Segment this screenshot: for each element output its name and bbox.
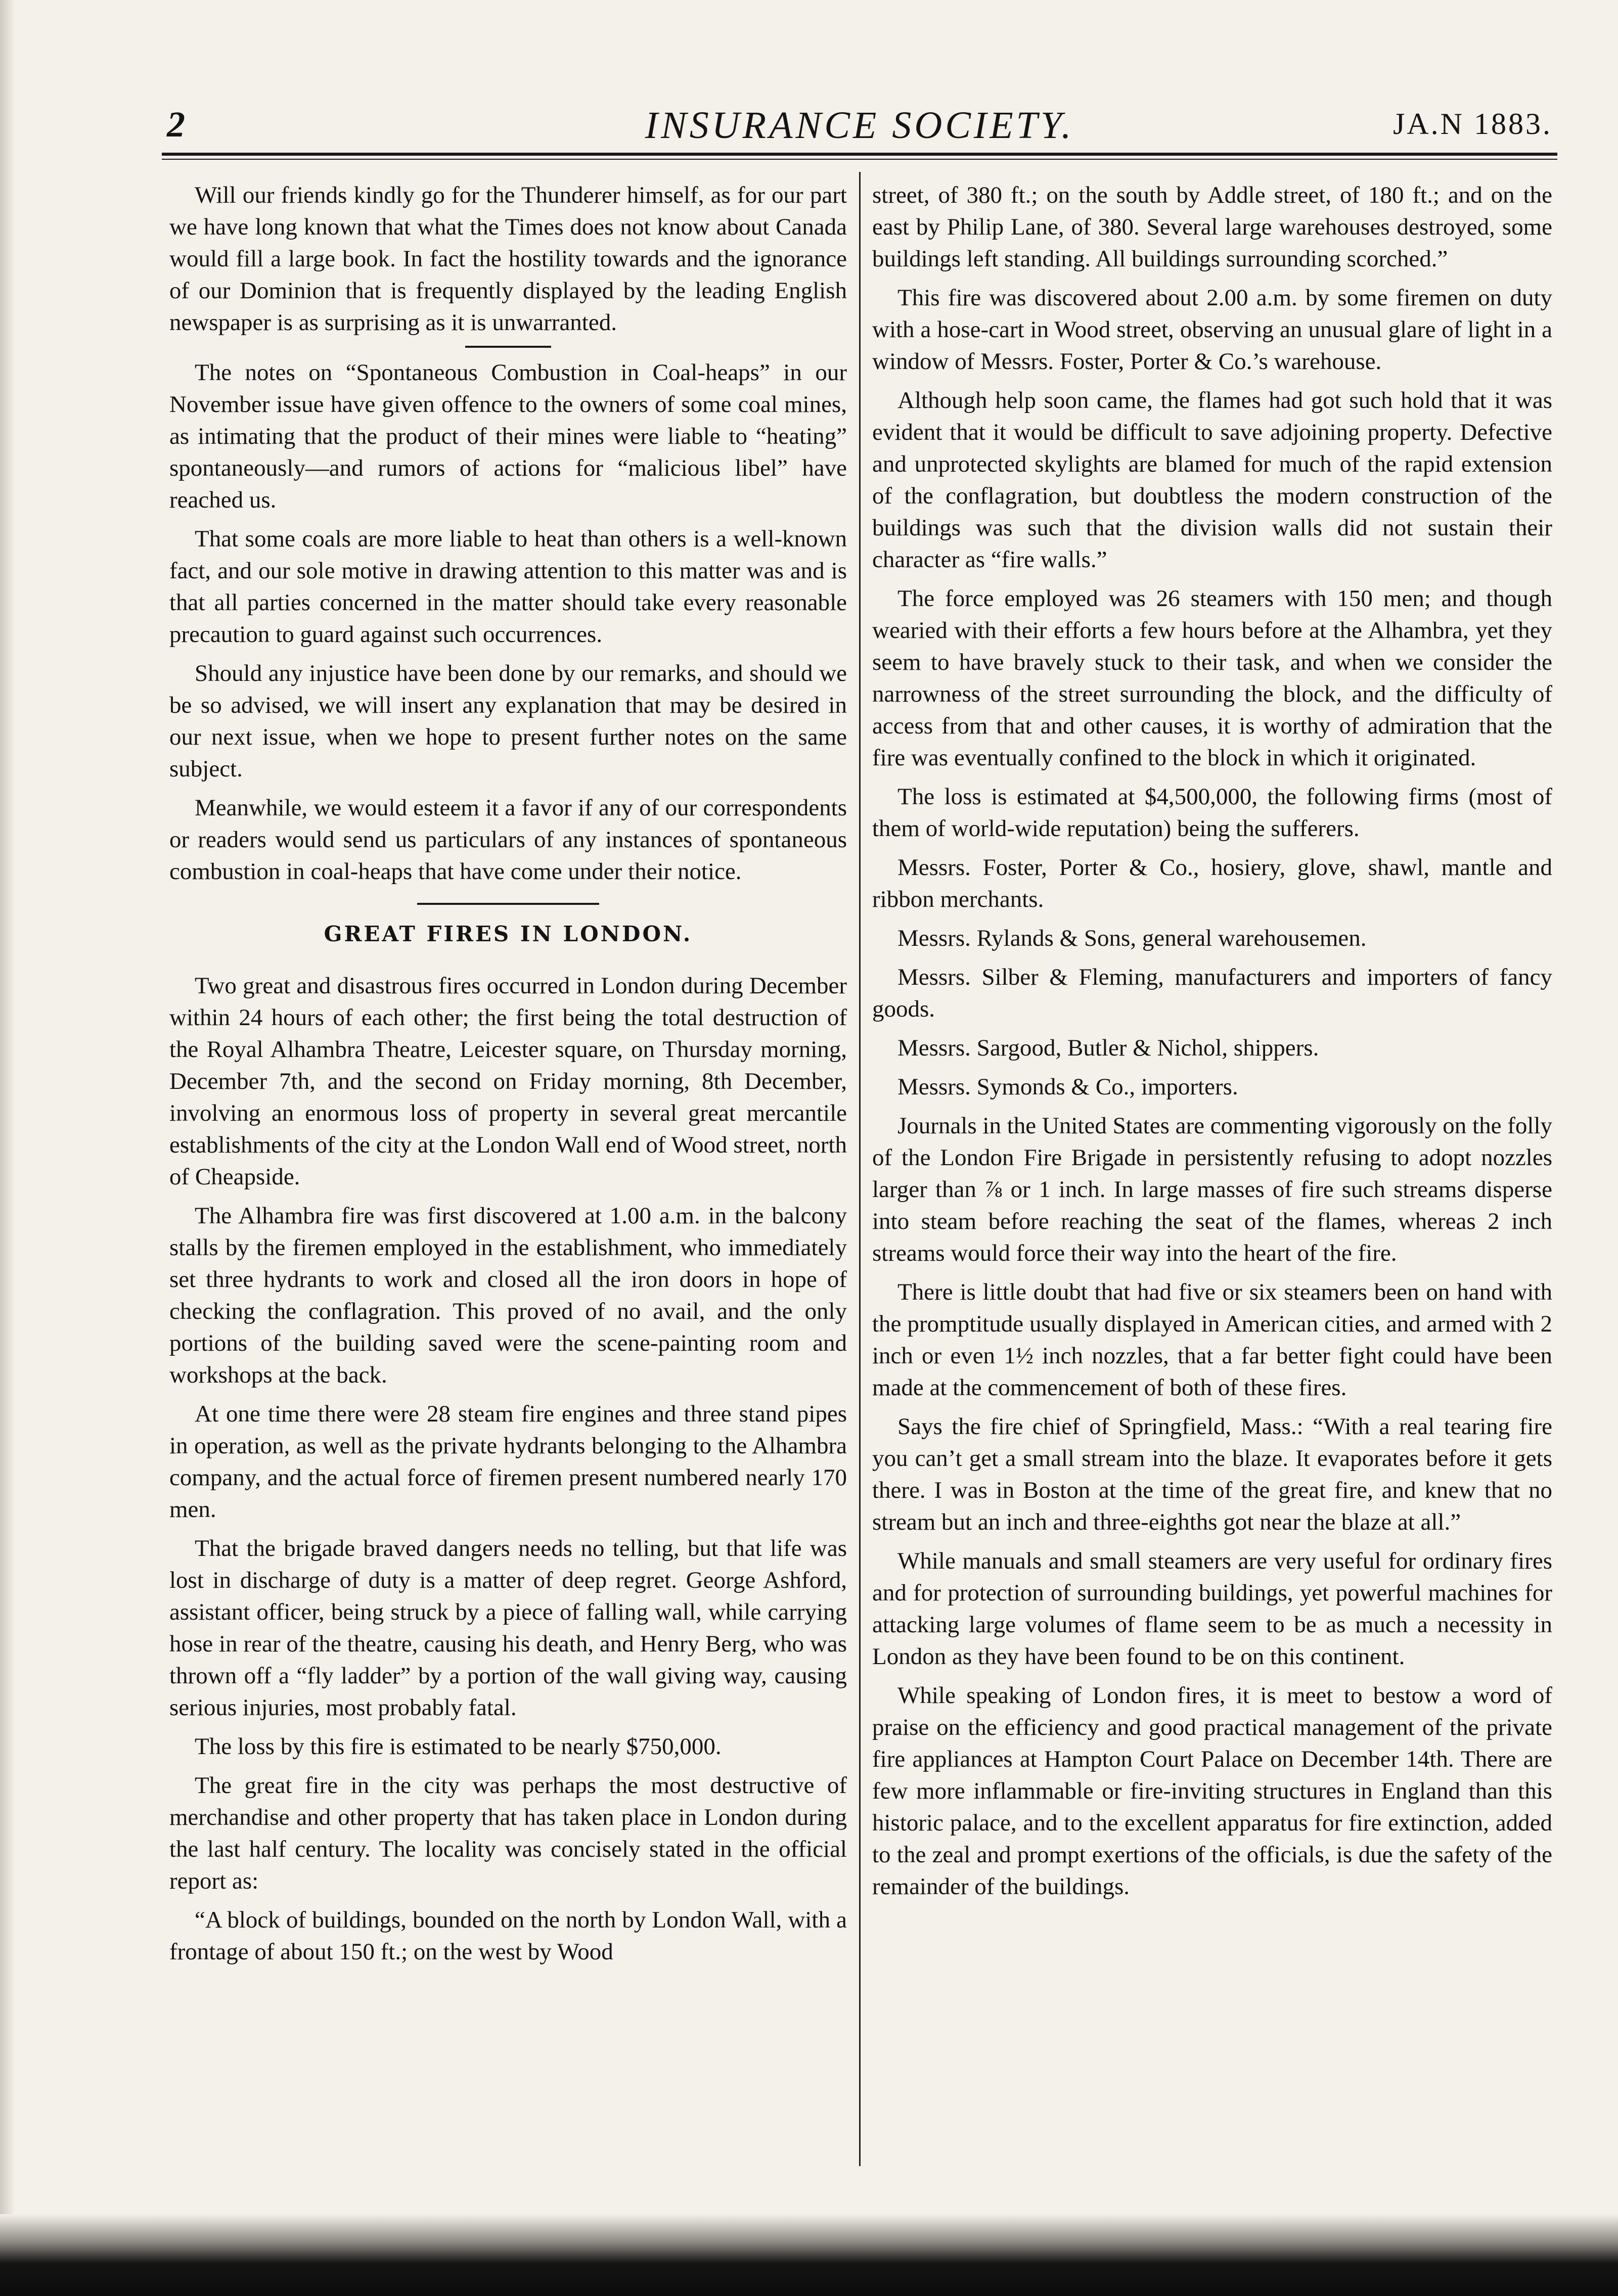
header-rule — [162, 153, 1557, 156]
paragraph: Should any injustice have been done by our remarks, and should we be so advised, we will insert any explanation that may be desired in our next issue, when we hope to present further notes on the same subject. — [169, 660, 847, 782]
column-divider — [859, 172, 861, 2166]
paragraph: That some coals are more liable to heat than others is a well-known fact, and our sole motive in drawing attention to this matter was and is that all parties concerned in the matter should take every reasonable precaution to guard against such occurrences. — [169, 526, 847, 648]
scan-bottom-edge — [0, 2214, 1618, 2296]
firm-entry: Messrs. Rylands & Sons, general warehousemen. — [897, 925, 1367, 951]
header-rule-thin — [162, 159, 1557, 160]
paragraph: Says the fire chief of Springfield, Mass.: “With a real tearing fire you can’t get a small stream into the blaze. It evaporates before it gets there. I was in Boston at the time of the great fire, and knew that no stream but an inch and three-eighths got near the blaze at all.” — [872, 1413, 1552, 1535]
issue-date: JA.N 1883. — [1392, 107, 1552, 141]
paragraph-continuation: street, of 380 ft.; on the south by Addle street, of 180 ft.; and on the east by Philip Lane, of 380. Several large warehouses destroyed, some buildings left standing. All buildings surrounding scorched.” — [872, 182, 1552, 272]
firm-entry: Messrs. Silber & Fleming, manufacturers and importers of fancy goods. — [872, 964, 1552, 1022]
paragraph: “A block of buildings, bounded on the north by London Wall, with a frontage of about 150 ft.; on the west by Wood — [169, 1907, 847, 1965]
coal-heaps-section — [169, 357, 847, 888]
left-column — [169, 179, 847, 1975]
paragraph: The force employed was 26 steamers with 150 men; and though wearied with their efforts a few hours before at the Alhambra, yet they seem to have bravely stuck to their task, and when we consider the narrowness of the street surrounding the block, and the difficulty of access from that and other causes, it is worthy of admiration that the fire was eventually confined to the block in which it originated. — [872, 585, 1552, 771]
paragraph: There is little doubt that had five or six steamers been on hand with the promptitude usually displayed in American cities, and armed with 2 inch or even 1½ inch nozzles, that a far better fight could have been made at the commencement of both of these fires. — [872, 1279, 1552, 1401]
thunderer-section — [169, 179, 847, 339]
firms-list — [872, 852, 1552, 1103]
firm-entry: Messrs. Foster, Porter & Co., hosiery, glove, shawl, mantle and ribbon merchants. — [872, 854, 1552, 912]
paragraph: While manuals and small steamers are very useful for ordinary fires and for protection of surrounding buildings, yet powerful machines for attacking large volumes of flame seem to be as much a necessity in London as they have been found to be on this continent. — [872, 1548, 1552, 1670]
page-title: INSURANCE SOCIETY. — [645, 104, 1074, 147]
paragraph: The great fire in the city was perhaps the most destructive of merchandise and other property that has taken place in London during the last half century. The locality was concisely stated in the official report as: — [169, 1772, 847, 1894]
paragraph: The Alhambra fire was first discovered at 1.00 a.m. in the balcony stalls by the firemen employed in the establishment, who immediately set three hydrants to work and closed all the iron doors in hope of checking the conflagration. This proved of no avail, and the only portions of the building saved were the scene-painting room and workshops at the back. — [169, 1203, 847, 1388]
paragraph: This fire was discovered about 2.00 a.m. by some firemen on duty with a hose-cart in Wood street, observing an unusual glare of light in a window of Messrs. Foster, Porter & Co.’s warehouse. — [872, 285, 1552, 375]
page-edge-shadow — [0, 0, 15, 2296]
paragraph: Journals in the United States are commenting vigorously on the folly of the London Fire Brigade in persistently refusing to adopt nozzles larger than ⅞ or 1 inch. In large masses of fire such streams disperse into steam before reaching the seat of the flames, whereas 2 inch streams would force their way into the heart of the fire. — [872, 1113, 1552, 1266]
right-column — [872, 179, 1552, 1910]
firm-entry: Messrs. Symonds & Co., importers. — [897, 1074, 1238, 1100]
section-divider — [417, 903, 599, 905]
paragraph: Meanwhile, we would esteem it a favor if any of our correspondents or readers would send us particulars of any instances of spontaneous combustion in coal-heaps that have come under their notice. — [169, 795, 847, 885]
page-header — [167, 104, 1552, 154]
firm-entry: Messrs. Sargood, Butler & Nichol, shippers. — [897, 1035, 1319, 1061]
paragraph: While speaking of London fires, it is meet to bestow a word of praise on the efficiency and good practical management of the private fire appliances at Hampton Court Palace on December 14th. There are few more inflammable or fire-inviting structures in England than this historic palace, and to the excellent apparatus for fire extinction, added to the zeal and prompt exertions of the officials, is due the safety of the remainder of the buildings. — [872, 1682, 1552, 1900]
great-fires-article — [169, 970, 847, 1968]
paragraph: The loss is estimated at $4,500,000, the following firms (most of them of world-wide reputation) being the sufferers. — [872, 784, 1552, 842]
page-number: 2 — [167, 104, 185, 145]
paragraph: Two great and disastrous fires occurred in London during December within 24 hours of each other; the first being the total destruction of the Royal Alhambra Theatre, Leicester square, on Thursday morning, December 7th, and the second on Friday morning, 8th December, involving an enormous loss of property in several great mercantile establishments of the city at the London Wall end of Wood street, north of Cheapside. — [169, 973, 847, 1190]
article-heading: GREAT FIRES IN LONDON. — [324, 922, 693, 946]
paragraph: That the brigade braved dangers needs no telling, but that life was lost in discharge of duty is a matter of deep regret. George Ashford, assistant officer, being struck by a piece of falling wall, while carrying hose in rear of the theatre, causing his death, and Henry Berg, who was thrown off a “fly ladder” by a portion of the wall giving way, causing serious injuries, most probably fatal. — [169, 1535, 847, 1721]
section-divider — [465, 346, 551, 348]
paragraph: The notes on “Spontaneous Combustion in Coal-heaps” in our November issue have given offence to the owners of some coal mines, as intimating that the product of their mines were liable to “heating” spontaneously—and rumors of actions for “malicious libel” have reached us. — [169, 359, 847, 513]
paragraph: Will our friends kindly go for the Thunderer himself, as for our part we have long known that what the Times does not know about Canada would fill a large book. In fact the hostility towards and the ignorance of our Dominion that is frequently displayed by the leading English newspaper is as surprising as it is unwarranted. — [169, 182, 847, 336]
paragraph: The loss by this fire is estimated to be nearly $750,000. — [195, 1733, 722, 1760]
paragraph: Although help soon came, the flames had got such hold that it was evident that it would be difficult to save adjoining property. Defective and unprotected skylights are blamed for much of the rapid extension of the conflagration, but doubtless the modern construction of the buildings was such that the division walls did not sustain their character as “fire walls.” — [872, 387, 1552, 573]
paragraph: At one time there were 28 steam fire engines and three stand pipes in operation, as well as the private hydrants belonging to the Alhambra company, and the actual force of firemen present numbered nearly 170 men. — [169, 1401, 847, 1523]
